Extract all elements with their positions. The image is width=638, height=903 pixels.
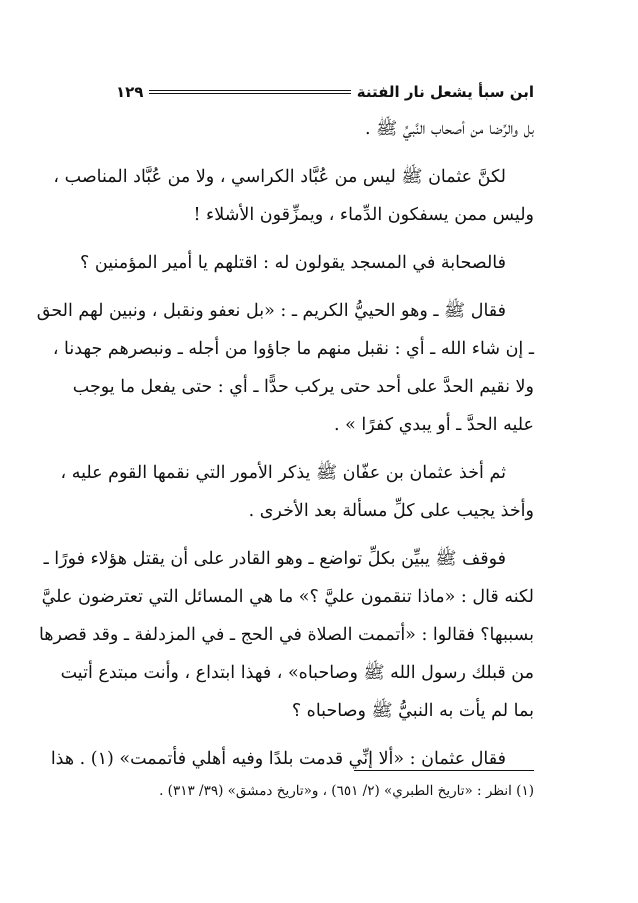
- paragraph-gap: [104, 530, 534, 540]
- text-line: عليه الحدَّ ـ أو يبدي كفرًا » .: [334, 415, 534, 435]
- header-rule: [149, 90, 350, 94]
- text-line: فوقف ﷺ يبيِّن بكلِّ تواضع ـ وهو القادر على أن يقتل هؤلاء فورًا ـ: [43, 549, 506, 569]
- text-line: وليس ممن يسفكون الدِّماء ، ويمزِّقون الأشلاء !: [193, 205, 534, 225]
- text-line: من قبلك رسول الله ﷺ وصاحباه» ، فهذا ابتداع ، وأنت مبتدع أتيت: [60, 663, 534, 683]
- text-line: بسببها؟ فقالوا : «أتممت الصلاة في الحج ـ في المزدلفة ـ وقد قصرها: [38, 625, 534, 645]
- text-line: ثم أخذ عثمان بن عفّان ﷺ يذكر الأمور التي نقمها القوم عليه ،: [60, 463, 506, 483]
- paragraph-gap: [104, 148, 534, 158]
- text-line: فقال ﷺ ـ وهو الحييُّ الكريم ـ : «بل نعفو ونقبل ، ونبين لهم الحق: [36, 301, 506, 321]
- text-line: لكنه قال : «ماذا تنقمون عليَّ ؟» ما هي المسائل التي تعترضون عليَّ: [41, 587, 534, 607]
- page-number: ١٢٩: [116, 83, 144, 101]
- text-line: فقال عثمان : «ألا إنِّي قدمت بلدًا وفيه أهلي فأتممت» (١) . هذا: [50, 749, 506, 769]
- text-line: بل والرِّضا من أصحاب النَّبيِّ ﷺ .: [365, 119, 534, 139]
- text-line: لكنَّ عثمان ﷺ ليس من عُبَّاد الكراسي ، ولا من عُبَّاد المناصب ،: [53, 167, 506, 187]
- paragraph-gap: [104, 282, 534, 292]
- text-line: فالصحابة في المسجد يقولون له : اقتلهم يا أمير المؤمنين ؟: [80, 253, 506, 273]
- text-line: ـ إن شاء الله ـ أي : نقبل منهم ما جاؤوا من أجله ـ ونبصرهم جهدنا ،: [52, 339, 534, 359]
- header-title: ابن سبأ يشعل نار الفتنة: [356, 83, 534, 101]
- footnote-rule: [354, 770, 534, 771]
- text-line: بما لم يأت به النبيُّ ﷺ وصاحباه ؟: [291, 701, 534, 721]
- paragraph-gap: [104, 444, 534, 454]
- running-header: [116, 78, 534, 106]
- text-line: ولا نقيم الحدَّ على أحد حتى يركب حدًّا ـ أي : حتى يفعل ما يوجب: [72, 377, 534, 397]
- footnote: (١) انظر : «تاريخ الطبري» (٢/ ٦٥١) ، و«تاريخ دمشق» (٣٩/ ٣١٣) .: [159, 783, 534, 799]
- body-text: [36, 110, 534, 778]
- paragraph-gap: [104, 730, 534, 740]
- text-line: وأخذ يجيب على كلِّ مسألة بعد الأخرى .: [248, 501, 534, 521]
- paragraph-gap: [104, 234, 534, 244]
